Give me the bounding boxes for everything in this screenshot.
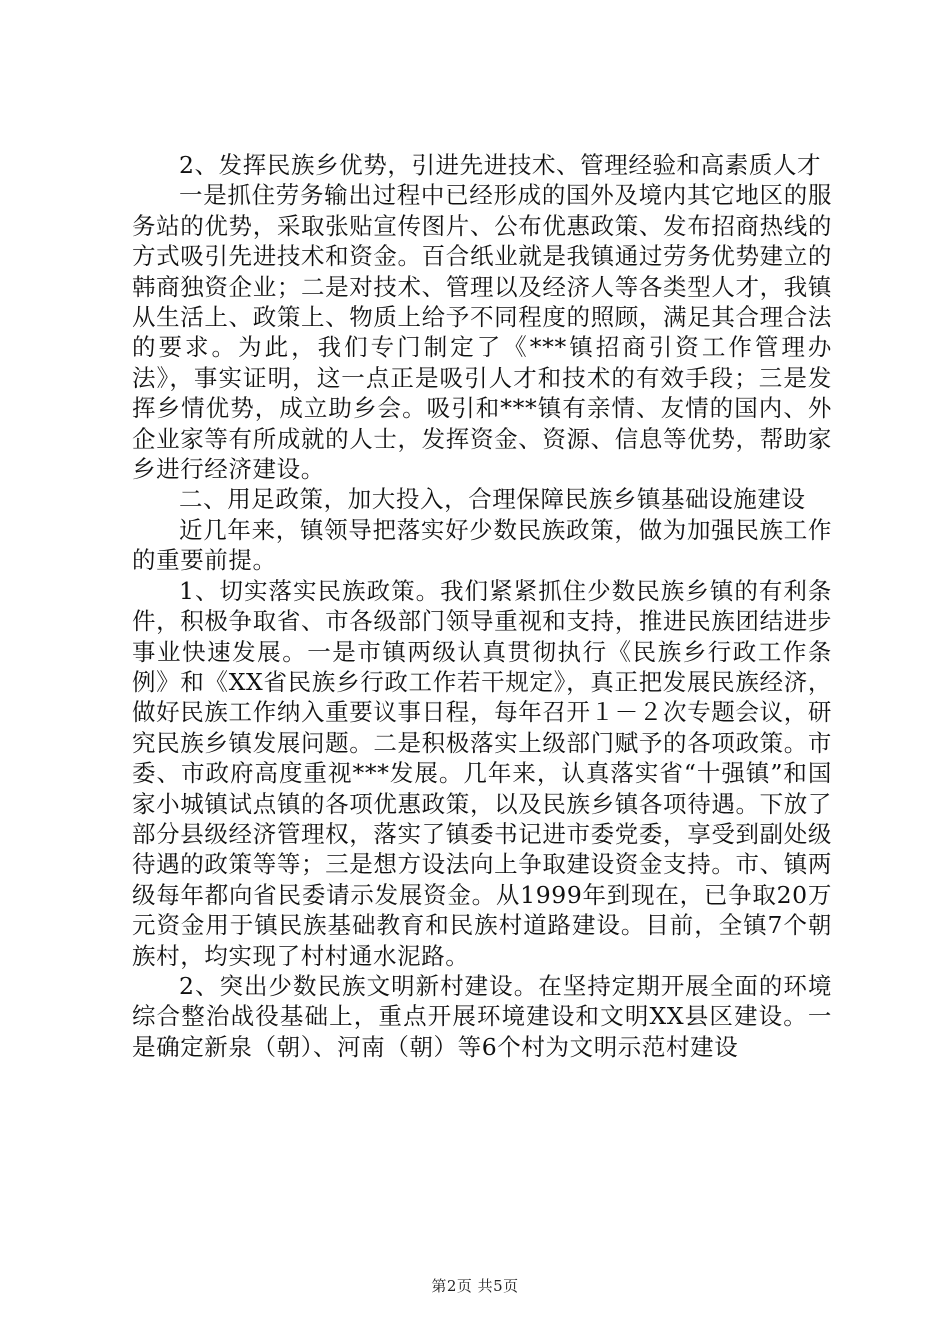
paragraph-policy-intro: 近几年来，镇领导把落实好少数民族政策，做为加强民族工作的重要前提。 — [132, 515, 832, 575]
paragraph-implement-policy: 1、切实落实民族政策。我们紧紧抓住少数民族乡镇的有利条件，积极争取省、市各级部门领导重视和支持，推进民族团结进步事业快速发展。一是市镇两级认真贯彻执行《民族乡行政工作条例》和《XX省民族乡行政工作若干规定》，真正把发展民族经济，做好民族工作纳入重要议事日程，每年召开１－２次专题会议，研究民族乡镇发展问题。二是积极落实上级部门赋予的各项政策。市委、市政府高度重视***发展。几年来，认真落实省“十强镇”和国家小城镇试点镇的各项优惠政策，以及民族乡镇各项待遇。下放了部分县级经济管理权，落实了镇委书记进市委党委，享受到副处级待遇的政策等等；三是想方设法向上争取建设资金支持。市、镇两级每年都向省民委请示发展资金。从1999年到现在，已争取20万元资金用于镇民族基础教育和民族村道路建设。目前，全镇7个朝族村，均实现了村村通水泥路。 — [132, 576, 832, 970]
paragraph-talent-measures: 一是抓住劳务输出过程中已经形成的国外及境内其它地区的服务站的优势，采取张贴宣传图片、公布优惠政策、发布招商热线的方式吸引先进技术和资金。百合纸业就是我镇通过劳务优势建立的韩商独资企业；二是对技术、管理以及经济人等各类型人才，我镇从生活上、政策上、物质上给予不同程度的照顾，满足其合理合法的要求。为此，我们专门制定了《***镇招商引资工作管理办法》，事实证明，这一点正是吸引人才和技术的有效手段；三是发挥乡情优势，成立助乡会。吸引和***镇有亲情、友情的国内、外企业家等有所成就的人士，发挥资金、资源、信息等优势，帮助家乡进行经济建设。 — [132, 181, 832, 484]
paragraph-section-2-heading: 2、发挥民族乡优势，引进先进技术、管理经验和高素质人才 — [179, 151, 822, 179]
page-footer — [0, 1276, 950, 1296]
paragraph-civilized-village: 2、突出少数民族文明新村建设。在坚持定期开展全面的环境综合整治战役基础上，重点开展环境建设和文明XX县区建设。一是确定新泉（朝）、河南（朝）等6个村为文明示范村建设 — [132, 971, 832, 1061]
paragraph-policy-heading: 二、用足政策，加大投入，合理保障民族乡镇基础设施建设 — [179, 485, 806, 514]
page-number: 第2页 共5页 — [431, 1277, 519, 1295]
document-body — [132, 150, 832, 1062]
